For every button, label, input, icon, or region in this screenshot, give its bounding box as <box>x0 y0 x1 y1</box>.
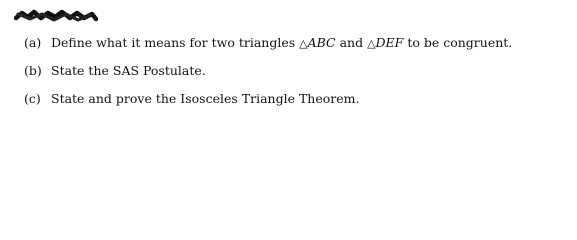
question-list <box>24 34 564 118</box>
question-b <box>24 62 564 90</box>
triangle-symbol: △ <box>299 37 308 50</box>
question-a <box>24 34 564 62</box>
question-text-middle: and <box>335 35 368 50</box>
question-c <box>24 90 564 118</box>
triangle-symbol: △ <box>367 37 376 50</box>
question-text <box>51 34 512 52</box>
triangle-name-abc: ABC <box>307 35 336 50</box>
question-label: (c) <box>24 91 41 106</box>
triangle-name-def: DEF <box>375 35 404 50</box>
question-text: State the SAS Postulate. <box>51 63 206 78</box>
redacted-header-scribble <box>14 8 98 22</box>
question-text-after: to be congruent. <box>403 35 513 50</box>
question-label: (b) <box>24 63 42 78</box>
question-text-before: Define what it means for two triangles <box>51 35 300 50</box>
question-label: (a) <box>24 35 42 50</box>
question-text: State and prove the Isosceles Triangle Theorem. <box>51 91 360 106</box>
